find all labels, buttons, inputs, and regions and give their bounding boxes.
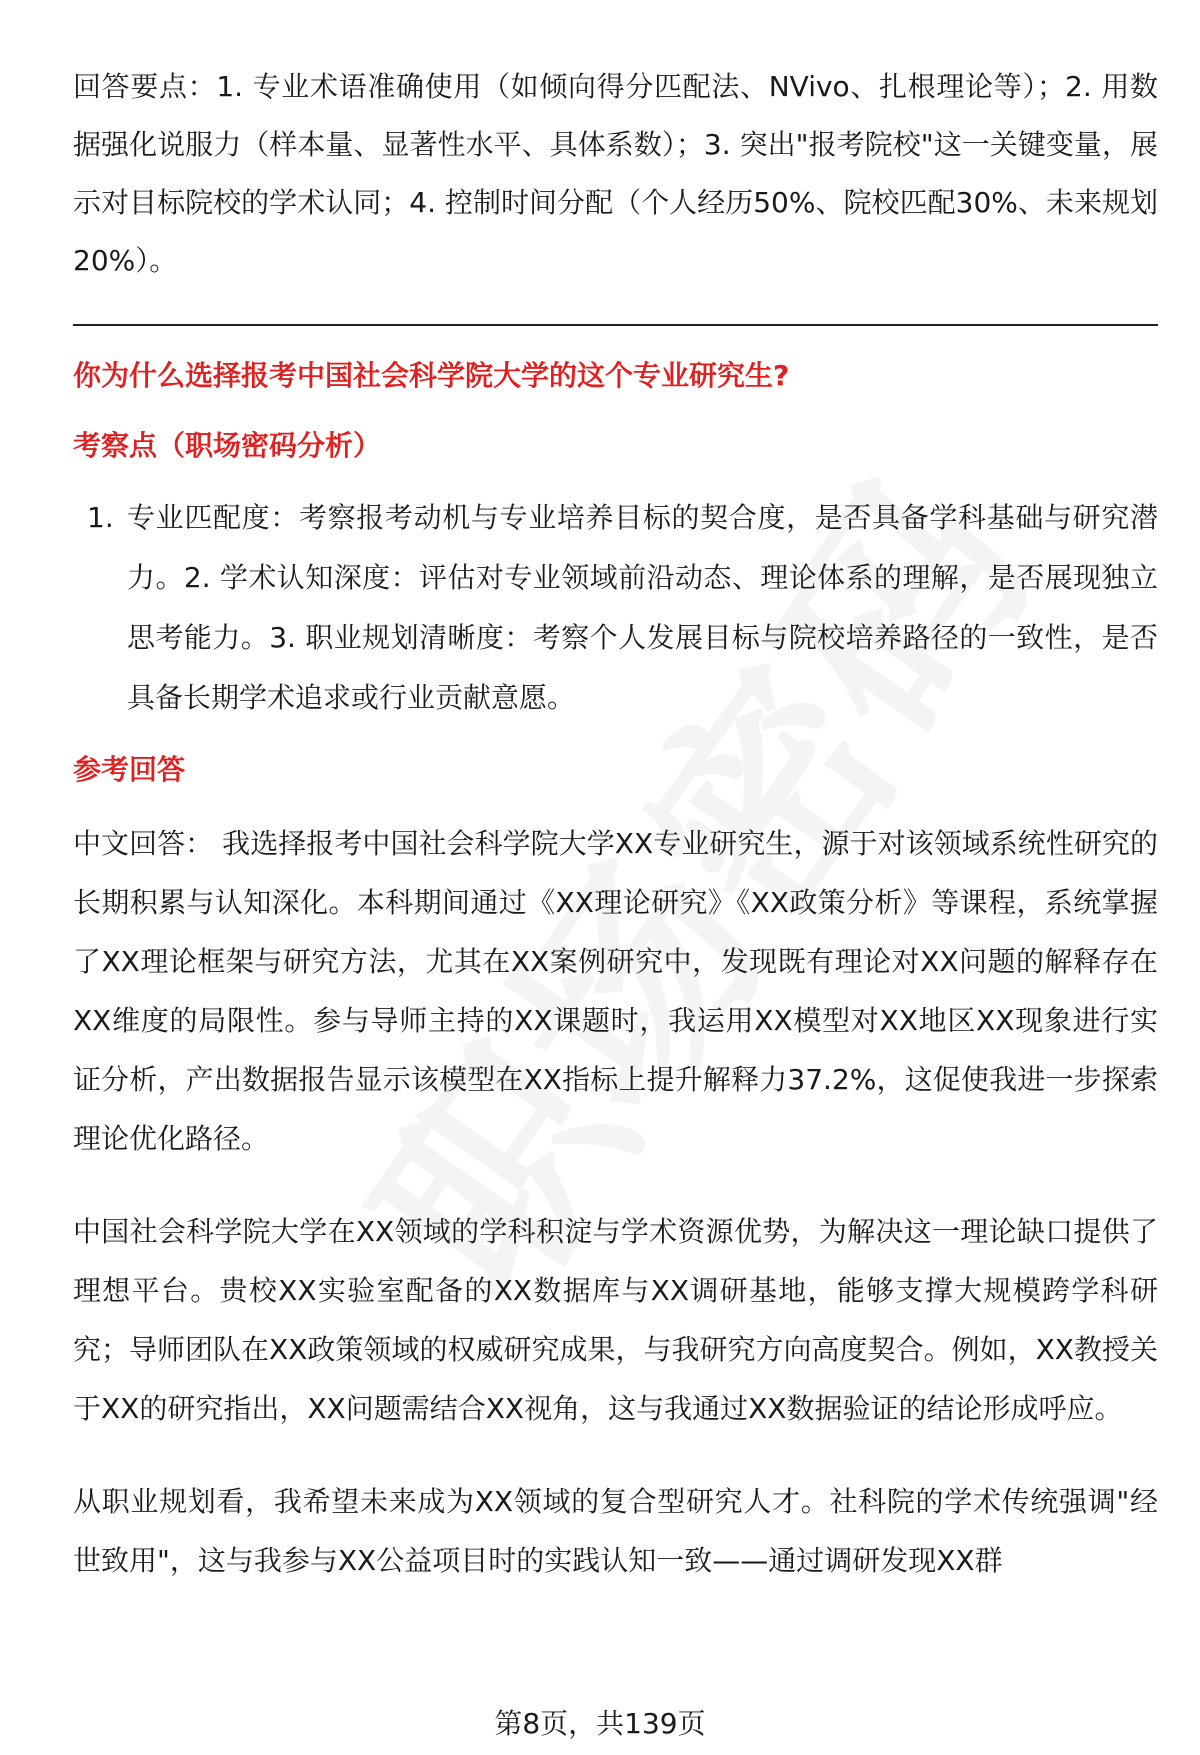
list-item-number: 1. <box>87 501 114 534</box>
answer-paragraph: 中文回答： 我选择报考中国社会科学院大学XX专业研究生，源于对该领域系统性研究的长期积累与认知深化。本科期间通过《XX理论研究》《XX政策分析》等课程，系统掌握了XX理论框架与研究方法，尤其在XX案例研究中，发现既有理论对XX问题的解释存在XX维度的局限性。参与导师主持的XX课题时，我运用XX模型对XX地区XX现象进行实证分析，产出数据报告显示该模型在XX指标上提升解释力37.2%，这促使我进一步探索理论优化路径。 <box>73 827 1158 1155</box>
answer-paragraph: 中国社会科学院大学在XX领域的学科积淀与学术资源优势，为解决这一理论缺口提供了理想平台。贵校XX实验室配备的XX数据库与XX调研基地，能够支撑大规模跨学科研究；导师团队在XX政策领域的权威研究成果，与我研究方向高度契合。例如，XX教授关于XX的研究指出，XX问题需结合XX视角，这与我通过XX数据验证的结论形成呼应。 <box>73 1215 1158 1425</box>
page-number: 第8页，共139页 <box>494 1707 706 1740</box>
section-divider <box>73 324 1158 326</box>
reference-answer-heading: 参考回答 <box>73 753 186 786</box>
list-item <box>73 488 1158 728</box>
exam-point-heading: 考察点（职场密码分析） <box>73 429 382 462</box>
answer-paragraph: 从职业规划看，我希望未来成为XX领域的复合型研究人才。社科院的学术传统强调"经世致用"，这与我参与XX公益项目时的实践认知一致——通过调研发现XX群 <box>73 1485 1158 1577</box>
list-item-text: 专业匹配度：考察报考动机与专业培养目标的契合度，是否具备学科基础与研究潜力。2. 学术认知深度：评估对专业领域前沿动态、理论体系的理解，是否展现独立思考能力。3. 职业规划清晰度：考察个人发展目标与院校培养路径的一致性，是否具备长期学术追求或行业贡献意愿。 <box>127 501 1158 714</box>
question-title: 你为什么选择报考中国社会科学院大学的这个专业研究生? <box>73 359 790 392</box>
document-page <box>73 58 1158 1590</box>
exam-point-list <box>73 488 1158 728</box>
intro-answer-points: 回答要点：1. 专业术语准确使用（如倾向得分匹配法、NVivo、扎根理论等）；2. 用数据强化说服力（样本量、显著性水平、具体系数）；3. 突出"报考院校"这一关键变量，展示对目标院校的学术认同；4. 控制时间分配（个人经历50%、院校匹配30%、未来规划20%）。 <box>73 70 1158 277</box>
